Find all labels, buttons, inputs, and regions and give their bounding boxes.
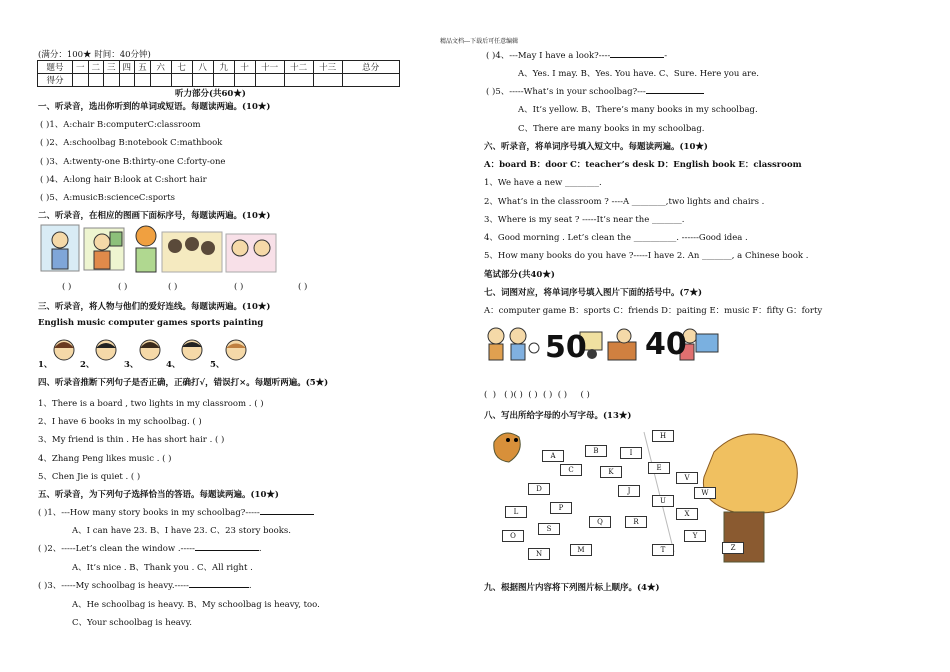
s2-bracket[interactable]: ( ) (62, 282, 72, 292)
s3-num: 2、 (80, 360, 95, 370)
s5-options: C、There are many books in my schoolbag. (518, 124, 705, 134)
ladder-letter: B (585, 445, 607, 457)
s5-question-text: ( )3、-----My schoolbag is heavy.----- (38, 581, 189, 591)
s1-item: ( )4、A:long hair B:look at C:short hair (40, 175, 207, 185)
s5-question-text: ( )2、-----Let’s clean the window .----- (38, 544, 195, 554)
section7-title: 七、词图对应，将单词序号填入图片下面的括号中。(7★) (484, 288, 702, 298)
ladder-letter: U (652, 495, 674, 507)
s3-hobbies: English music computer games sports painting (38, 318, 264, 328)
score-input-cell[interactable] (342, 74, 399, 87)
score-input-cell[interactable] (234, 74, 255, 87)
s3-num: 5、 (210, 360, 225, 370)
ladder-letter: N (528, 548, 550, 560)
s6-item: 5、How many books do you have ?-----I have 2. An _______, a Chinese book . (484, 251, 809, 261)
s4-item: 3、My friend is thin . He has short hair . ( ) (38, 435, 225, 445)
s1-item: ( )3、A:twenty-one B:thirty-one C:forty-one (40, 157, 226, 167)
s6-options: A：board B：door C：teacher’s desk D：English book E：classroom (484, 160, 802, 170)
score-input-cell[interactable] (284, 74, 313, 87)
ladder-letter: D (528, 483, 550, 495)
ladder-letter: K (600, 466, 622, 478)
score-table-header-row (38, 61, 400, 74)
score-input-cell[interactable] (150, 74, 171, 87)
ladder-letter: X (676, 508, 698, 520)
s6-item: 3、Where is my seat ? -----It’s near the _______. (484, 215, 685, 225)
ladder-letter: I (620, 447, 642, 459)
score-cell: 三 (104, 61, 120, 74)
ladder-letter: Q (589, 516, 611, 528)
s2-bracket[interactable]: ( ) (168, 282, 178, 292)
exam-info: (满分：100★ 时间：40分钟) (38, 50, 151, 60)
score-input-cell[interactable] (192, 74, 213, 87)
section2-pictures (40, 222, 290, 274)
score-input-cell[interactable] (73, 74, 89, 87)
s3-num: 1、 (38, 360, 53, 370)
score-cell: 八 (192, 61, 213, 74)
s1-item: ( )5、A:musicB:scienceC:sports (40, 193, 175, 203)
s1-item: ( )2、A:schoolbag B:notebook C:mathbook (40, 138, 223, 148)
score-cell: 七 (171, 61, 192, 74)
score-cell: 九 (213, 61, 234, 74)
ladder-letter: V (676, 472, 698, 484)
answer-blank[interactable] (646, 93, 704, 94)
s5-options: A、I can have 23. B、I have 23. C、23 story books. (72, 526, 291, 536)
answer-blank[interactable] (189, 587, 249, 588)
score-table (37, 60, 400, 87)
s7-brackets[interactable]: ( ) ( )( ) ( ) ( ) ( ) ( ) (484, 390, 590, 400)
s1-item: ( )1、A:chair B:computerC:classroom (40, 120, 201, 130)
s5-options: A、It’s nice . B、Thank you . C、All right . (72, 563, 253, 573)
s7-pictures (484, 322, 729, 364)
s5-question (38, 506, 314, 518)
s2-bracket[interactable]: ( ) (118, 282, 128, 292)
score-cell: 十三 (313, 61, 342, 74)
section9-title: 九、根据图片内容将下列图片标上顺序。(4★) (484, 583, 660, 593)
score-input-cell[interactable] (213, 74, 234, 87)
s5-question: ( )3、-----My schoolbag is heavy.----- . (38, 581, 252, 591)
ladder-letter: A (542, 450, 564, 462)
s3-num: 3、 (124, 360, 139, 370)
s6-item: 1、We have a new ________. (484, 178, 602, 188)
score-cell: 得分 (38, 74, 73, 87)
s6-item: 4、Good morning . Let’s clean the __________. ------Good idea . (484, 233, 748, 243)
section5-title: 五、听录音，为下列句子选择恰当的答语。每题读两遍。(10★) (38, 490, 279, 500)
ladder-letter: Z (722, 542, 744, 554)
s4-item: 1、There is a board , two lights in my classroom . ( ) (38, 399, 264, 409)
section4-title: 四、听录音推断下列句子是否正确，正确打√，错误打×。每题听两遍。(5★) (38, 378, 329, 388)
s5-options: A、It’s yellow. B、There’s many books in my schoolbag. (518, 105, 758, 115)
section8-title: 八、写出所给字母的小写字母。(13★) (484, 411, 632, 421)
score-input-cell[interactable] (313, 74, 342, 87)
s5-question: ( )4、---May I have a look?---- - (486, 51, 668, 61)
s7-options: A：computer game B：sports C：friends D：paiting E：music F：fifty G：forty (484, 306, 823, 316)
s5-question-text: ( )4、---May I have a look?---- (486, 51, 611, 61)
s3-num: 4、 (166, 360, 181, 370)
s7-number-forty: 40 (645, 327, 687, 362)
ladder-letter: E (648, 462, 670, 474)
ladder-letter: M (570, 544, 592, 556)
ladder-letter: W (694, 487, 716, 499)
s5-question-text: ( )5、-----What’s in your schoolbag?--- (486, 87, 646, 97)
score-cell: 六 (150, 61, 171, 74)
ladder-letter: S (538, 523, 560, 535)
s4-item: 2、I have 6 books in my schoolbag. ( ) (38, 417, 202, 427)
section6-title: 六、听录音，将单词序号填入短文中。每题读两遍。(10★) (484, 142, 708, 152)
section3-title: 三、听录音，将人物与他们的爱好连线。每题读两遍。(10★) (38, 302, 271, 312)
ladder-letter: T (652, 544, 674, 556)
ladder-letter: Y (684, 530, 706, 542)
score-cell: 十二 (284, 61, 313, 74)
answer-blank[interactable] (610, 57, 664, 58)
written-section-title: 笔试部分(共40★) (484, 270, 555, 280)
s6-item: 2、What’s in the classroom ? ----A ________,two lights and chairs . (484, 197, 765, 207)
s2-bracket[interactable]: ( ) (234, 282, 244, 292)
ladder-letter: R (625, 516, 647, 528)
s5-question (486, 85, 704, 97)
s4-item: 5、Chen Jie is quiet . ( ) (38, 472, 141, 482)
score-cell: 总分 (342, 61, 399, 74)
s3-character-pictures (48, 336, 248, 370)
score-input-cell[interactable] (88, 74, 104, 87)
ladder-letter: L (505, 506, 527, 518)
s5-question: ( )2、-----Let’s clean the window .----- . (38, 544, 262, 554)
answer-blank[interactable] (260, 514, 314, 515)
ladder-letter: O (502, 530, 524, 542)
score-cell: 四 (119, 61, 135, 74)
score-cell: 一 (73, 61, 89, 74)
listening-section-title: 听力部分(共60★) (175, 89, 246, 99)
s5-options: A、Yes. I may. B、Yes. You have. C、Sure. Here you are. (518, 69, 759, 79)
score-input-cell[interactable] (104, 74, 120, 87)
s5-options: A、He schoolbag is heavy. B、My schoolbag is heavy, too. (72, 600, 320, 610)
header-note: 精品文档---下载后可任意编辑 (440, 38, 519, 45)
score-input-cell[interactable] (135, 74, 151, 87)
ladder-letter: H (652, 430, 674, 442)
score-input-cell[interactable] (171, 74, 192, 87)
ladder-letter: C (560, 464, 582, 476)
score-cell: 十一 (255, 61, 284, 74)
s2-bracket[interactable]: ( ) (298, 282, 308, 292)
section1-title: 一、听录音，选出你听到的单词或短语。每题读两遍。(10★) (38, 102, 271, 112)
s7-number-fifty: 50 (545, 330, 587, 365)
score-cell: 二 (88, 61, 104, 74)
s5-options: C、Your schoolbag is heavy. (72, 618, 192, 628)
score-table-score-row (38, 74, 400, 87)
score-cell: 题号 (38, 61, 73, 74)
answer-blank[interactable] (195, 550, 259, 551)
ladder-letter: J (618, 485, 640, 497)
score-cell: 十 (234, 61, 255, 74)
ladder-letter: P (550, 502, 572, 514)
s4-item: 4、Zhang Peng likes music . ( ) (38, 454, 172, 464)
section2-title: 二、听录音，在相应的图画下面标序号，每题读两遍。(10★) (38, 211, 271, 221)
score-input-cell[interactable] (255, 74, 284, 87)
score-input-cell[interactable] (119, 74, 135, 87)
score-cell: 五 (135, 61, 151, 74)
s5-question-text: ( )1、---How many story books in my schoolbag?----- (38, 508, 260, 518)
